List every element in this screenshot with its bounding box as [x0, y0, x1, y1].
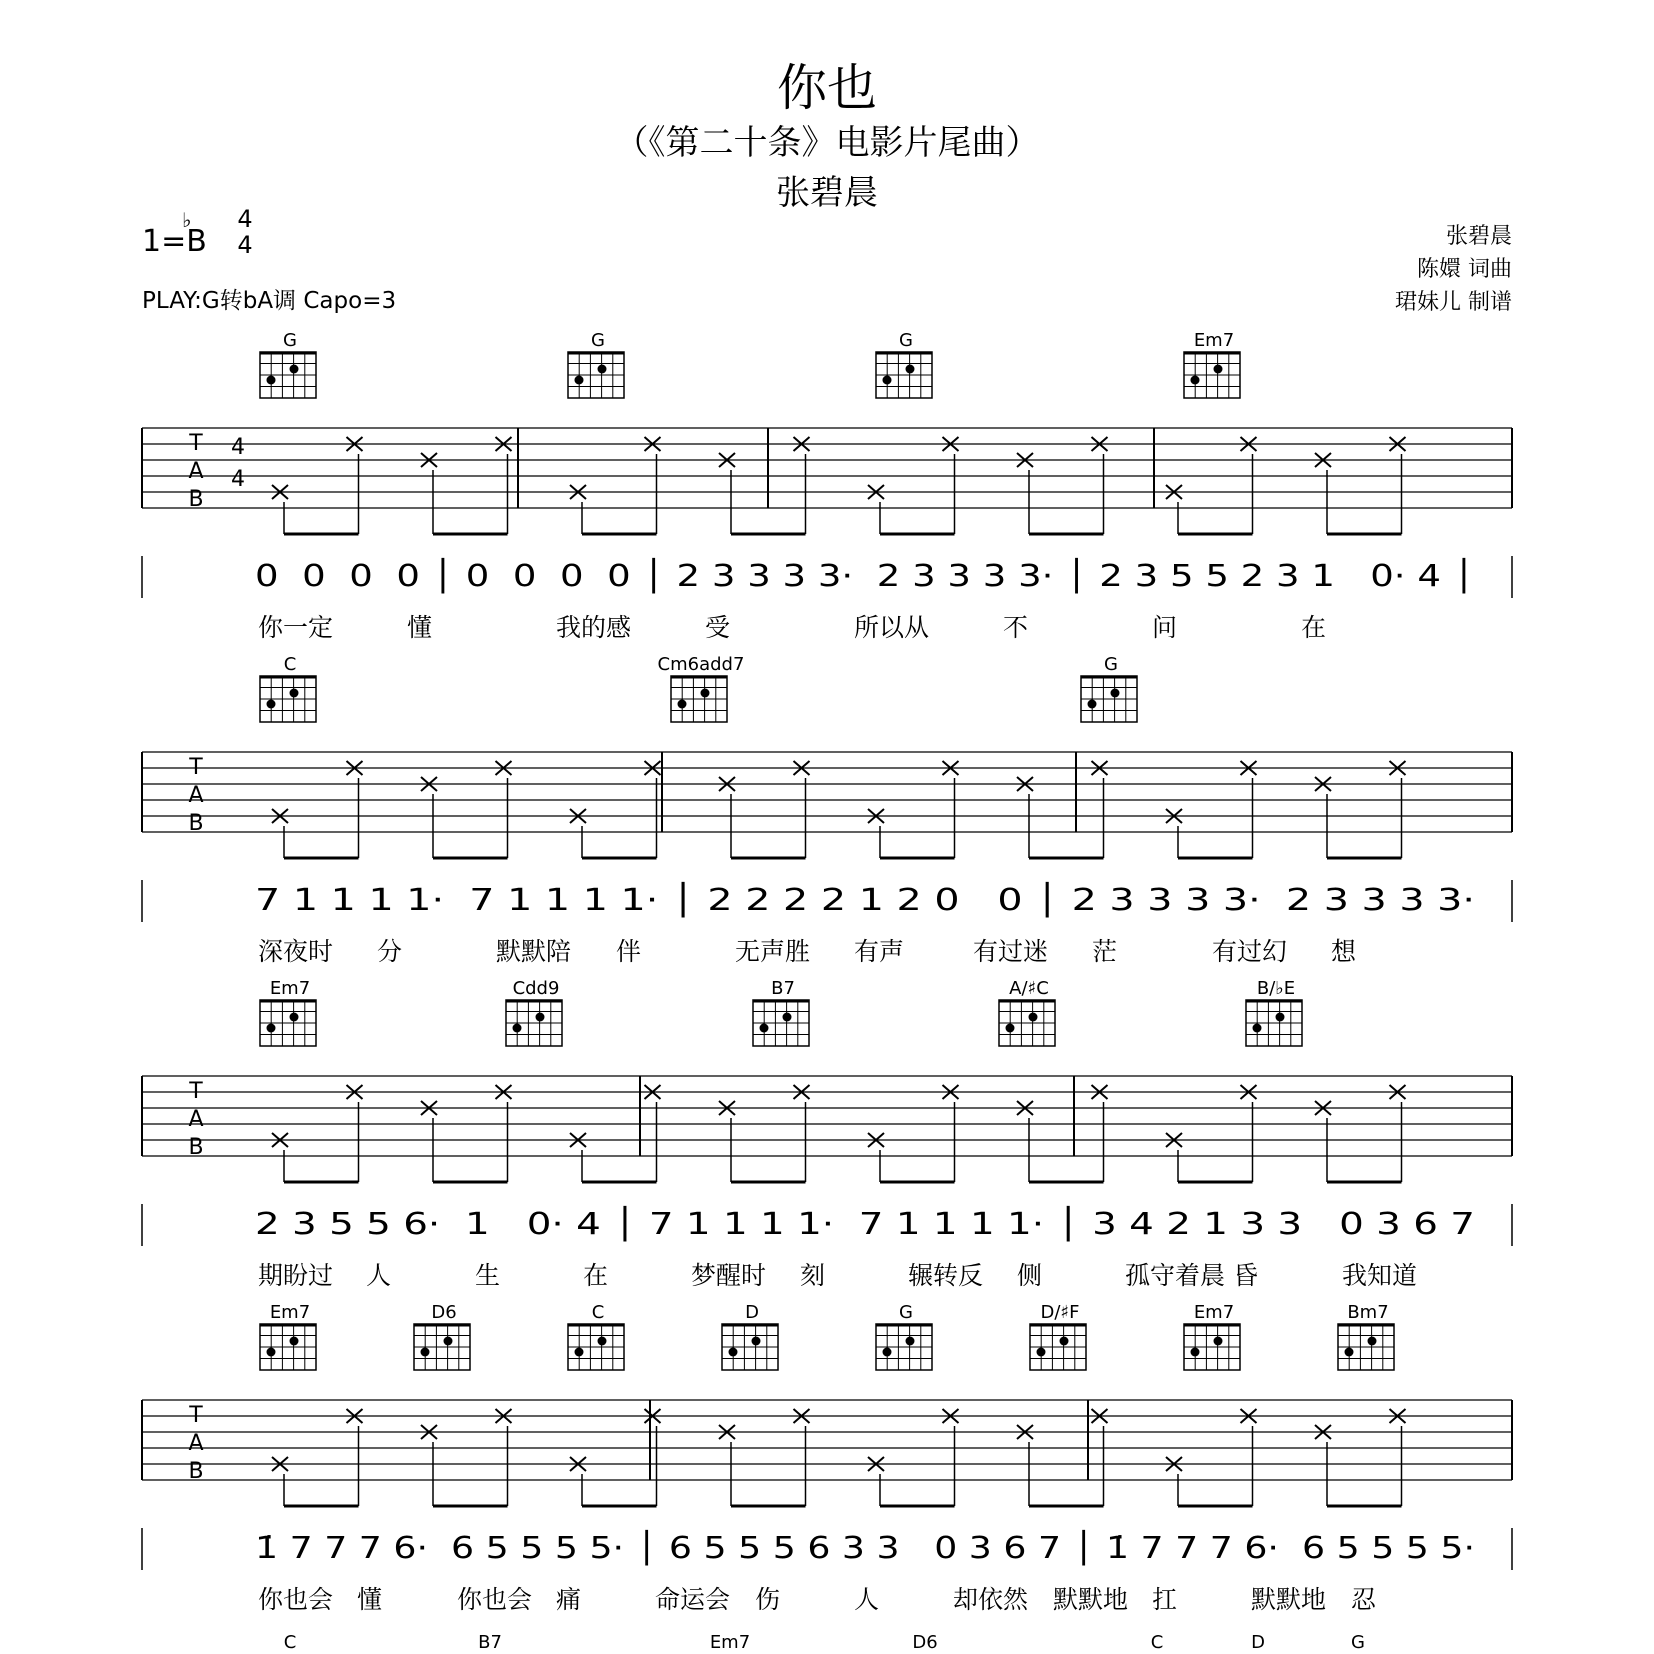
system-2-lyric-4: 伴: [616, 937, 642, 966]
system-4-lyric-2: 懂: [357, 1585, 383, 1614]
system-2-lyric-10: 想: [1331, 937, 1357, 966]
system-1-tab-clef-A: A: [188, 459, 204, 484]
system-4-chord-4-label: D: [745, 1302, 759, 1323]
system-3-tab-clef-B: B: [188, 1135, 204, 1160]
next-chord-1: C: [283, 1632, 297, 1653]
system-3-lyric-1: 期盼过: [258, 1261, 334, 1290]
system-1-chord-1-label: G: [283, 330, 297, 351]
system-3-chord-2-dot: [536, 1013, 545, 1022]
system-4-chord-3-label: C: [591, 1302, 605, 1323]
system-3-lyric-2: 人: [366, 1261, 392, 1290]
system-2-tab-clef-B: B: [188, 811, 204, 836]
system-3-chord-3-label: B7: [771, 978, 795, 999]
system-4-tab-clef-B: B: [188, 1459, 204, 1484]
system-4-chord-1-dot: [267, 1348, 276, 1357]
system-4-chord-3-dot: [575, 1348, 584, 1357]
credit-writers: 陈嬛 词曲: [1417, 257, 1512, 282]
system-3-tab-clef-A: A: [188, 1107, 204, 1132]
system-4-chord-8-dot: [1345, 1348, 1354, 1357]
system-4-chord-3-dot: [598, 1337, 607, 1346]
system-1-numbered-notation: 0 0 0 0 │ 0 0 0 0 │ 2 3 3 3 3· 2 3 3 3 3· │ 2 3 5 5 2 3 1 0· 4 │: [255, 559, 1244, 594]
system-4-lyric-6: 伤: [755, 1585, 781, 1614]
system-3-tab-clef-T: T: [189, 1079, 203, 1104]
system-1-lyric-7: 问: [1152, 613, 1178, 642]
system-4-chord-5-dot: [883, 1348, 892, 1357]
system-3-chord-5-label: B/♭E: [1256, 978, 1296, 999]
system-4-chord-2-label: D6: [431, 1302, 457, 1323]
system-4-lyric-10: 扛: [1152, 1585, 1178, 1614]
system-1-chord-4-label: Em7: [1193, 330, 1235, 351]
system-4-chord-6-label: D/♯F: [1040, 1302, 1080, 1323]
system-2-lyric-5: 无声胜: [735, 937, 811, 966]
system-2-chord-2-dot: [701, 689, 710, 698]
system-4-chord-7-label: Em7: [1193, 1302, 1235, 1323]
system-4-lyric-4: 痛: [556, 1585, 582, 1614]
system-1-chord-4-dot: [1214, 365, 1223, 374]
system-3-lyric-6: 刻: [800, 1261, 826, 1290]
next-chord-2: B7: [478, 1632, 502, 1653]
system-2-lyric-7: 有过迷: [973, 937, 1049, 966]
system-3-chord-3-dot: [760, 1024, 769, 1033]
system-4-chord-4-dot: [729, 1348, 738, 1357]
system-4-chord-7-dot: [1191, 1348, 1200, 1357]
system-4-chord-8-label: Bm7: [1347, 1302, 1389, 1323]
system-3-lyric-10: 昏: [1233, 1261, 1259, 1290]
system-3-chord-4-dot: [1029, 1013, 1038, 1022]
system-1-lyric-4: 受: [705, 613, 731, 642]
system-4-chord-1-dot: [290, 1337, 299, 1346]
key-flat: ♭: [182, 208, 192, 232]
system-3-chord-5-dot: [1253, 1024, 1262, 1033]
system-1-lyric-1: 你一定: [258, 613, 334, 642]
system-4-chord-4-dot: [752, 1337, 761, 1346]
key-note: B: [186, 224, 207, 259]
next-chord-5: C: [1150, 1632, 1164, 1653]
system-2-lyric-1: 深夜时: [258, 937, 334, 966]
system-4-lyric-3: 你也会: [457, 1585, 533, 1614]
credit-singer: 张碧晨: [1445, 224, 1512, 249]
system-2-lyric-2: 分: [377, 937, 403, 966]
system-2-tab-clef-T: T: [189, 755, 203, 780]
next-chord-6: D: [1251, 1632, 1265, 1653]
system-2-chord-2-dot: [678, 700, 687, 709]
system-2-chord-1-label: C: [283, 654, 297, 675]
tab-time-top: 4: [231, 435, 245, 460]
system-1-chord-3-dot: [883, 376, 892, 385]
system-1-chord-3-label: G: [899, 330, 913, 351]
next-chord-3: Em7: [709, 1632, 751, 1653]
system-4-chord-6-dot: [1060, 1337, 1069, 1346]
system-4-chord-5-dot: [906, 1337, 915, 1346]
key-prefix: 1=: [142, 224, 187, 259]
system-1-lyric-8: 在: [1301, 613, 1327, 642]
system-3-lyric-8: 侧: [1017, 1261, 1043, 1290]
system-3-lyric-11: 我知道: [1342, 1261, 1418, 1290]
system-3-lyric-9: 孤守着晨: [1125, 1261, 1226, 1290]
system-3-chord-1-label: Em7: [269, 978, 311, 999]
system-2-lyric-9: 有过幻: [1212, 937, 1288, 966]
system-4-lyric-9: 默默地: [1053, 1585, 1129, 1614]
system-1-chord-2-label: G: [591, 330, 605, 351]
system-1-lyric-3: 我的感: [556, 613, 632, 642]
song-title: 你也: [777, 59, 877, 117]
time-top: 4: [237, 205, 253, 233]
next-chord-4: D6: [912, 1632, 938, 1653]
system-2-lyric-8: 茫: [1092, 937, 1118, 966]
system-3-lyric-7: 辗转反: [908, 1261, 984, 1290]
system-1-chord-3-dot: [906, 365, 915, 374]
next-chord-7: G: [1351, 1632, 1365, 1653]
system-3-lyric-4: 在: [583, 1261, 609, 1290]
time-bottom: 4: [237, 231, 253, 259]
system-2-chord-2-label: Cm6add7: [657, 654, 745, 675]
system-4-lyric-1: 你也会: [258, 1585, 334, 1614]
system-3-lyric-3: 生: [475, 1261, 501, 1290]
system-4-chord-7-dot: [1214, 1337, 1223, 1346]
system-2-tab-clef-A: A: [188, 783, 204, 808]
system-3-chord-1-dot: [290, 1013, 299, 1022]
credit-arranger: 珺妹儿 制谱: [1395, 290, 1512, 315]
system-3-numbered-notation: 2 3 5 5 6· 1 0· 4 │ 7 1 1 1 1· 7 1 1 1 1· │ 3 4 2 1 3 3 0 3 6 7: [255, 1207, 1198, 1242]
system-3-chord-4-label: A/♯C: [1009, 978, 1049, 999]
system-4-chord-2-dot: [444, 1337, 453, 1346]
system-4-lyric-11: 默默地: [1251, 1585, 1327, 1614]
system-1-lyric-2: 懂: [407, 613, 433, 642]
play-info: PLAY:G转bA调 Capo=3: [142, 288, 397, 314]
system-4-chord-2-dot: [421, 1348, 430, 1357]
song-artist: 张碧晨: [776, 173, 878, 213]
system-4-lyric-8: 却依然: [953, 1585, 1029, 1614]
system-3-chord-2-label: Cdd9: [512, 978, 560, 999]
system-2-lyric-3: 默默陪: [496, 937, 572, 966]
system-4-numbered-notation: 1̇ 7 7 7 6· 6 5 5 5 5· │ 6 5 5 5 6 3 3 0 3 6 7 │ 1̇ 7 7 7 6· 6 5 5 5 5·: [255, 1531, 1265, 1566]
system-3-chord-3-dot: [783, 1013, 792, 1022]
system-4-tab-clef-T: T: [189, 1403, 203, 1428]
system-1-tab-clef-T: T: [189, 431, 203, 456]
system-4-lyric-5: 命运会: [655, 1585, 731, 1614]
tab-time-bottom: 4: [231, 467, 245, 492]
system-3-chord-5-dot: [1276, 1013, 1285, 1022]
system-4-chord-8-dot: [1368, 1337, 1377, 1346]
system-1-tab-clef-B: B: [188, 487, 204, 512]
system-2-chord-1-dot: [267, 700, 276, 709]
system-2-chord-1-dot: [290, 689, 299, 698]
system-2-lyric-6: 有声: [854, 937, 905, 966]
system-4-chord-5-label: G: [899, 1302, 913, 1323]
system-2-chord-3-dot: [1088, 700, 1097, 709]
system-3-chord-4-dot: [1006, 1024, 1015, 1033]
system-4-lyric-7: 人: [854, 1585, 880, 1614]
system-4-tab-clef-A: A: [188, 1431, 204, 1456]
system-3-chord-1-dot: [267, 1024, 276, 1033]
system-2-chord-3-label: G: [1104, 654, 1118, 675]
system-4-lyric-12: 忍: [1351, 1585, 1377, 1614]
system-2-numbered-notation: 7 1 1 1 1· 7 1 1 1 1· │ 2 2 2 2 1 2 0 0 │ 2 3 3 3 3· 2 3 3 3 3·: [255, 883, 1179, 918]
system-1-chord-2-dot: [598, 365, 607, 374]
system-1-chord-1-dot: [267, 376, 276, 385]
system-1-lyric-6: 不: [1003, 613, 1029, 642]
system-1-chord-2-dot: [575, 376, 584, 385]
system-2-chord-3-dot: [1111, 689, 1120, 698]
song-subtitle: （《第二十条》电影片尾曲）: [614, 123, 1040, 163]
system-1-lyric-5: 所以从: [854, 613, 930, 642]
system-1-chord-4-dot: [1191, 376, 1200, 385]
system-3-chord-2-dot: [513, 1024, 522, 1033]
system-1-chord-1-dot: [290, 365, 299, 374]
system-4-chord-1-label: Em7: [269, 1302, 311, 1323]
system-4-chord-6-dot: [1037, 1348, 1046, 1357]
system-3-lyric-5: 梦醒时: [691, 1261, 767, 1290]
